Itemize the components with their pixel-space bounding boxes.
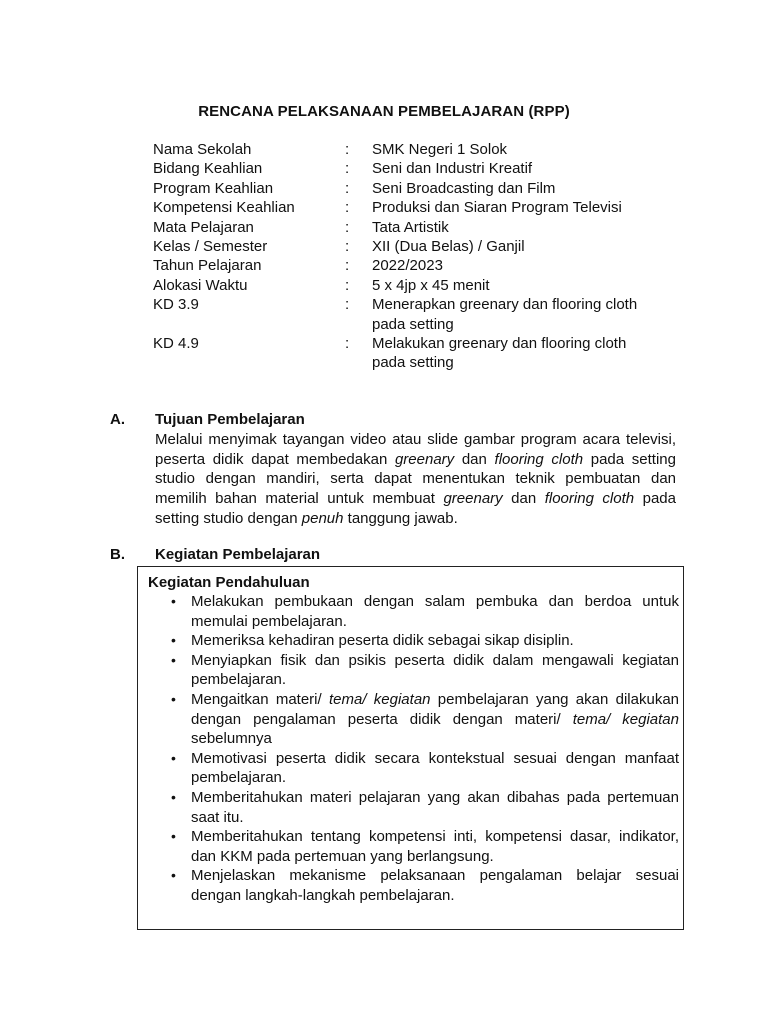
- text-run: Menjelaskan mekanisme pelaksanaan pengalaman belajar sesuai dengan langkah-langkah pembelajaran.: [191, 867, 679, 904]
- identity-value: 2022/2023: [372, 257, 443, 275]
- list-item: [171, 592, 679, 631]
- italic-term: penuh: [301, 509, 344, 527]
- text-run: Memberitahukan materi pelajaran yang akan dibahas pada pertemuan saat itu.: [191, 788, 679, 826]
- text-run: dan: [502, 490, 545, 508]
- list-item: [171, 631, 679, 651]
- identity-label: Mata Pelajaran: [153, 218, 254, 236]
- list-item: [171, 690, 680, 749]
- identity-label: Bidang Keahlian: [153, 160, 263, 178]
- italic-term: tema/ kegiatan: [572, 710, 679, 728]
- list-item: [171, 866, 679, 905]
- identity-colon: :: [345, 218, 350, 236]
- identity-label: Program Keahlian: [153, 179, 274, 197]
- identity-row: [153, 140, 673, 159]
- identity-label: Kompetensi Keahlian: [153, 199, 295, 217]
- text-run: tanggung jawab.: [343, 509, 458, 527]
- section-b-letter: B.: [110, 546, 125, 563]
- bullet-icon: •: [171, 867, 176, 884]
- identity-value: XII (Dua Belas) / Ganjil: [372, 238, 525, 256]
- identity-value: Melakukan greenary dan flooring cloth pada setting: [372, 335, 627, 372]
- bullet-list: [171, 592, 680, 906]
- identity-row: [153, 198, 673, 217]
- identity-row: [153, 179, 673, 198]
- identity-colon: :: [345, 335, 350, 353]
- italic-term: greenary: [443, 490, 503, 508]
- identity-colon: :: [345, 296, 350, 314]
- bullet-icon: •: [171, 593, 176, 609]
- bullet-icon: •: [171, 690, 176, 707]
- identity-colon: :: [345, 160, 350, 178]
- identity-label: KD 4.9: [153, 335, 199, 353]
- list-item: [171, 788, 679, 827]
- document-title: RENCANA PELAKSANAAN PEMBELAJARAN (RPP): [198, 103, 570, 120]
- list-item-text: [191, 631, 679, 651]
- identity-table: [153, 140, 673, 373]
- identity-colon: :: [345, 179, 350, 197]
- list-item: [171, 749, 679, 788]
- list-item: [171, 651, 679, 690]
- list-item-text: [191, 651, 679, 690]
- list-item-text: [191, 592, 679, 631]
- identity-label: Tahun Pelajaran: [153, 257, 262, 275]
- identity-colon: :: [345, 199, 350, 217]
- section-b-title: Kegiatan Pembelajaran: [155, 546, 321, 563]
- identity-row: [153, 256, 673, 275]
- identity-row: [153, 295, 673, 334]
- text-run: pembelajaran yang akan dilakukan dengan pengalaman peserta didik dengan materi/: [191, 690, 680, 728]
- identity-colon: :: [345, 141, 350, 158]
- section-a-title: Tujuan Pembelajaran: [155, 411, 305, 428]
- section-a-paragraph: [155, 430, 676, 529]
- identity-colon: :: [345, 238, 350, 256]
- list-item: [171, 827, 679, 866]
- text-run: dan: [454, 450, 495, 468]
- text-run: Mengaitkan materi/: [191, 690, 329, 708]
- identity-colon: :: [345, 276, 350, 294]
- identity-value: Seni Broadcasting dan Film: [372, 179, 556, 197]
- identity-value: Produksi dan Siaran Program Televisi: [372, 199, 622, 217]
- identity-row: [153, 237, 673, 256]
- list-item-text: [191, 749, 679, 788]
- identity-row: [153, 276, 673, 295]
- section-a-letter: A.: [110, 411, 125, 428]
- text-run: Menyiapkan fisik dan psikis peserta didik dalam mengawali kegiatan pembelajaran.: [191, 651, 679, 689]
- identity-row: [153, 334, 673, 373]
- bullet-icon: •: [171, 632, 176, 649]
- text-run: sebelumnya: [191, 730, 272, 748]
- identity-row: [153, 218, 673, 237]
- text-run: Melalui menyimak tayangan video atau slide gambar program acara televisi, peserta didik dapat membedakan: [155, 431, 676, 468]
- identity-value: Tata Artistik: [372, 218, 449, 236]
- list-item-text: [191, 788, 679, 827]
- list-item-text: [191, 690, 679, 749]
- identity-value: 5 x 4jp x 45 menit: [372, 276, 490, 294]
- identity-colon: :: [345, 257, 350, 275]
- box-title: Kegiatan Pendahuluan: [148, 574, 310, 591]
- identity-value: Seni dan Industri Kreatif: [372, 160, 533, 178]
- identity-label: Alokasi Waktu: [153, 276, 248, 294]
- bullet-icon: •: [171, 749, 176, 766]
- text-run: Melakukan pembukaan dengan salam pembuka dan berdoa untuk memulai pembelajaran.: [191, 593, 679, 630]
- identity-label: Nama Sekolah: [153, 141, 252, 158]
- identity-value: SMK Negeri 1 Solok: [372, 141, 508, 158]
- text-run: pada setting studio dengan: [155, 490, 676, 527]
- kegiatan-box: [137, 566, 684, 930]
- bullet-icon: •: [171, 828, 176, 845]
- list-item-text: [191, 866, 679, 905]
- list-item-text: [191, 827, 679, 866]
- italic-term: tema/ kegiatan: [328, 690, 431, 708]
- bullet-icon: •: [171, 788, 176, 805]
- italic-term: flooring cloth: [494, 450, 584, 468]
- bullet-icon: •: [171, 651, 176, 668]
- italic-term: flooring cloth: [544, 490, 635, 508]
- text-run: Memeriksa kehadiran peserta didik sebagai sikap disiplin.: [191, 632, 574, 650]
- identity-label: Kelas / Semester: [153, 238, 268, 256]
- text-run: Memberitahukan tentang kompetensi inti, kompetensi dasar, indikator, dan KKM pada pertemuan yang berlangsung.: [191, 828, 679, 865]
- identity-label: KD 3.9: [153, 296, 199, 314]
- text-run: Memotivasi peserta didik secara kontekstual sesuai dengan manfaat pembelajaran.: [191, 749, 679, 787]
- italic-term: greenary: [394, 450, 455, 468]
- identity-value: Menerapkan greenary dan flooring cloth pada setting: [372, 296, 638, 333]
- identity-row: [153, 159, 673, 178]
- text-run: pada setting studio dengan mandiri, serta dapat menentukan teknik pembuatan dan memilih bahan material untuk membuat: [155, 450, 676, 508]
